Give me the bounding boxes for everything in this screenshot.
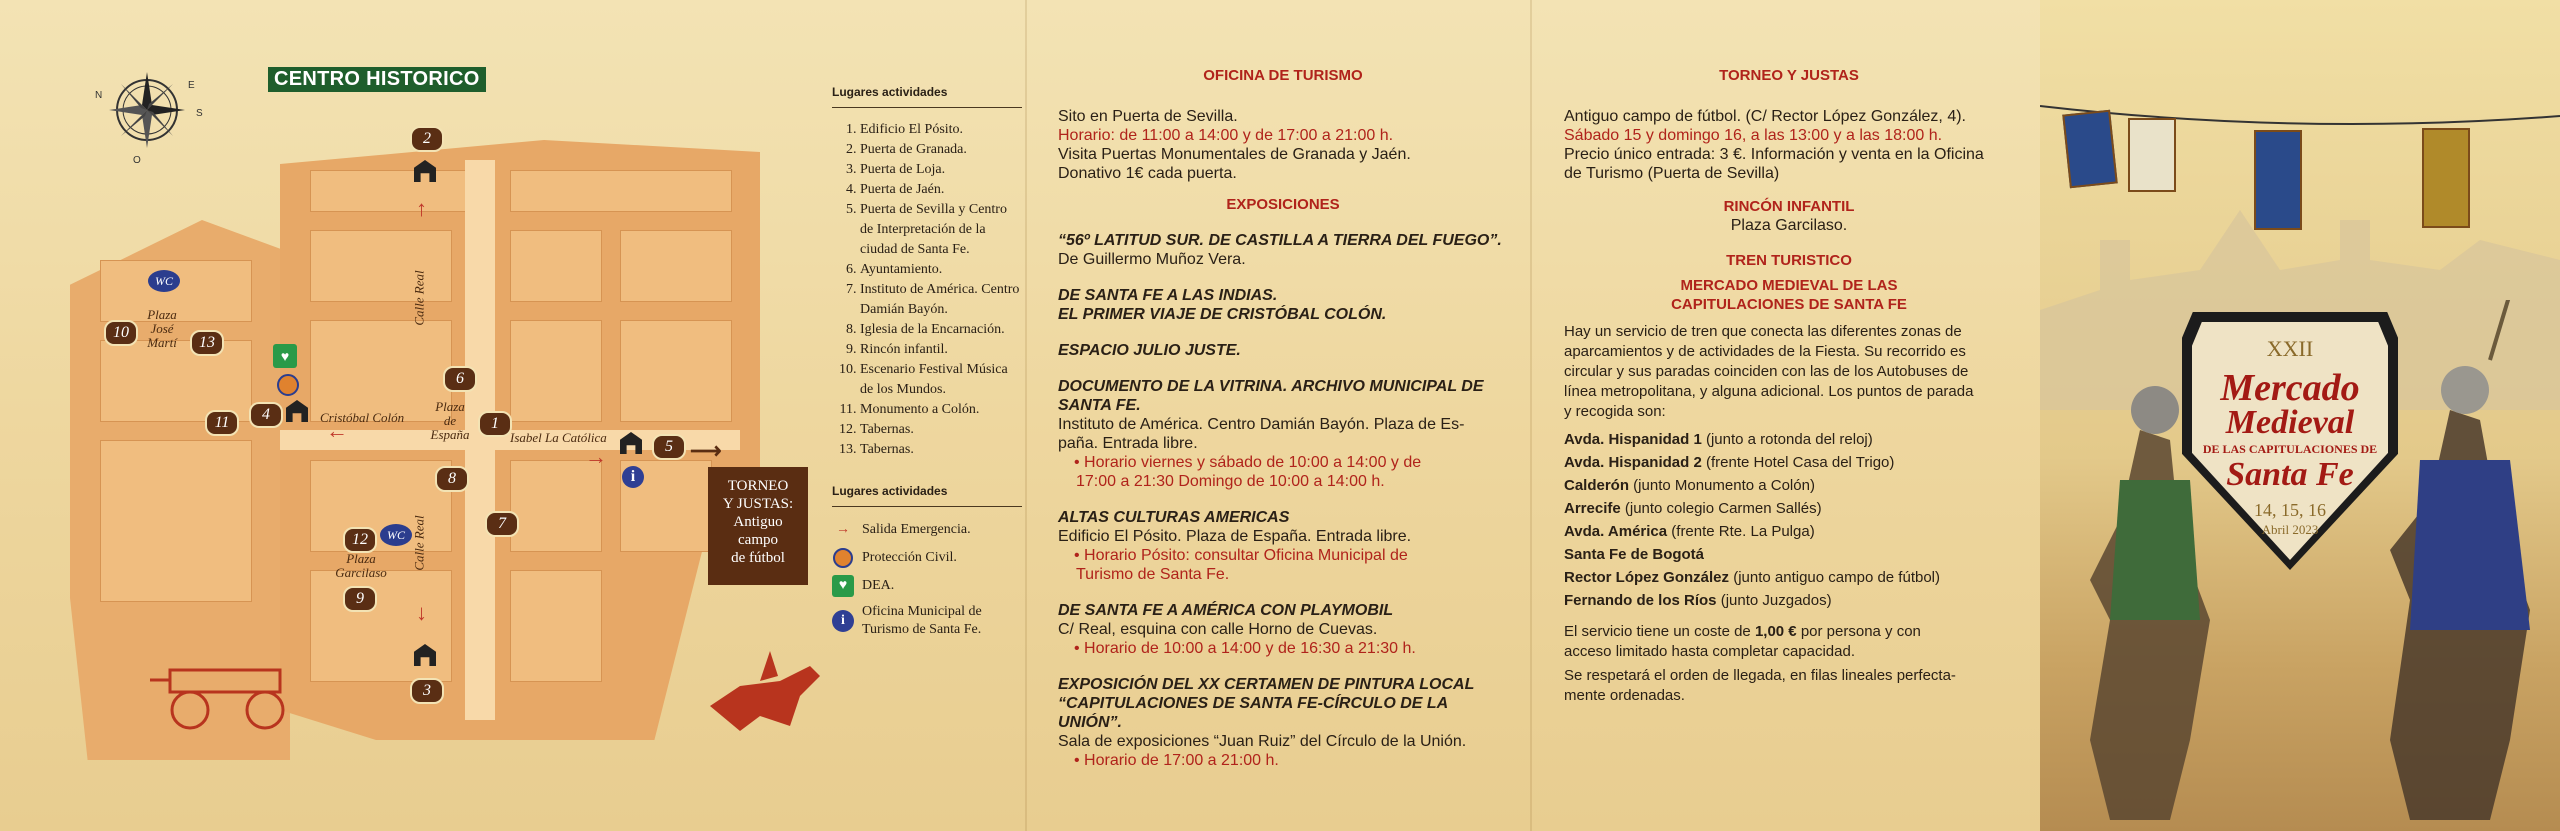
section-title-mercado: MERCADO MEDIEVAL DE LAS [1680, 277, 1898, 294]
dea-icon: ♥ [832, 575, 854, 597]
cover-title-line2: Medieval [2225, 404, 2355, 441]
emergency-arrow-icon: → [585, 444, 607, 469]
legend-symbol-civil [832, 547, 1022, 569]
rider-illustration [700, 636, 830, 746]
legend-symbol-info [832, 603, 1022, 639]
tren-description: línea metropolitana, y alguna adicional. Los puntos de parada [1564, 383, 1974, 400]
tren-cost-text: por persona y con [1796, 623, 1921, 640]
oficina-location: Sito en Puerta de Sevilla. [1058, 108, 1238, 125]
expo-7-title: EXPOSICIÓN DEL XX CERTAMEN DE PINTURA LOCAL [1058, 676, 1475, 693]
legend-item-8: 8. Iglesia de la Encarnación. [860, 320, 1022, 340]
torneo-price: Precio único entrada: 3 €. Información y venta en la Oficina [1564, 146, 1984, 163]
info-column-exhibitions [1058, 66, 1508, 770]
expo-7-title: “CAPITULACIONES DE SANTA FE-CÍRCULO DE LA UNIÓN”. [1058, 695, 1448, 731]
tren-order: Se respetará el orden de llegada, en filas lineales perfecta- [1564, 667, 1956, 684]
expo-2-title: DE SANTA FE A LAS INDIAS. [1058, 287, 1278, 304]
section-title-torneo: TORNEO Y JUSTAS [1719, 67, 1859, 84]
expo-7-text: Sala de exposiciones “Juan Ruiz” del Círculo de la Unión. [1058, 733, 1467, 750]
cover-dates: 14, 15, 16 [2254, 500, 2326, 520]
direction-arrow-icon: ⟶ [690, 438, 722, 463]
section-title-oficina: OFICINA DE TURISMO [1203, 67, 1363, 84]
tren-cost-text: El servicio tiene un coste de [1564, 623, 1755, 640]
legend-symbol-label: Oficina Municipal de Turismo de Santa Fe. [862, 604, 982, 637]
compass-n: N [95, 90, 103, 101]
expo-5-hours: • Horario Pósito: consultar Oficina Municipal de [1074, 547, 1408, 564]
stop-name: Avda. Hispanidad 1 [1564, 431, 1702, 448]
torneo-price: de Turismo (Puerta de Sevilla) [1564, 165, 1780, 182]
map-marker-13[interactable]: 13 [190, 330, 224, 356]
map-legend [832, 85, 1022, 645]
info-column-activities [1564, 66, 2014, 706]
expo-6-hours: • Horario de 10:00 a 14:00 y de 16:30 a 21:30 h. [1074, 640, 1416, 657]
tren-stop [1564, 451, 2014, 474]
torneo-schedule: Sábado 15 y domingo 16, a las 13:00 y a las 18:00 h. [1564, 127, 1943, 144]
expo-6-title: DE SANTA FE A AMÉRICA CON PLAYMOBIL [1058, 602, 1394, 619]
tren-order: mente ordenadas. [1564, 687, 1685, 704]
legend-item-6: 6. Ayuntamiento. [860, 260, 1022, 280]
expo-5-title: ALTAS CULTURAS AMERICAS [1058, 509, 1290, 526]
map-block [620, 320, 732, 422]
info-icon: i [832, 610, 854, 632]
map-marker-4[interactable]: 4 [249, 402, 283, 428]
expo-6-text: C/ Real, esquina con calle Horno de Cuevas. [1058, 621, 1378, 638]
pennant-icon [2128, 118, 2176, 192]
oficina-visits: Visita Puertas Monumentales de Granada y Jaén. [1058, 146, 1411, 163]
tren-cost [1564, 622, 2014, 642]
emergency-arrow-icon: ← [326, 418, 348, 443]
tren-stop [1564, 520, 2014, 543]
compass-o: O [133, 155, 141, 166]
tren-stop [1564, 428, 2014, 451]
stop-name: Avda. América [1564, 523, 1668, 540]
stop-detail: (junto Monumento a Colón) [1629, 477, 1815, 494]
map-block [510, 320, 602, 422]
map-marker-3[interactable]: 3 [410, 678, 444, 704]
legend-item-4: 4. Puerta de Jaén. [860, 180, 1022, 200]
legend-item-13: 13. Tabernas. [860, 440, 1022, 460]
info-icon[interactable]: i [622, 466, 644, 488]
tren-capacity: acceso limitado hasta completar capacidad. [1564, 643, 1855, 660]
stop-name: Santa Fe de Bogotá [1564, 546, 1705, 563]
expo-4-hours: • Horario viernes y sábado de 10:00 a 14:00 y de [1074, 454, 1422, 471]
expo-1-text: De Guillermo Muñoz Vera. [1058, 251, 1246, 268]
expo-1-title: “56º LATITUD SUR. DE CASTILLA A TIERRA DEL FUEGO”. [1058, 232, 1502, 249]
legend-symbols-title: Lugares actividades [832, 484, 948, 498]
expo-4-title: DOCUMENTO DE LA VITRINA. ARCHIVO MUNICIPAL DE SANTA FE. [1058, 378, 1484, 414]
stop-detail: (frente Hotel Casa del Trigo) [1701, 454, 1895, 471]
expo-4-text: paña. Entrada libre. [1058, 435, 1198, 452]
legend-item-3: 3. Puerta de Loja. [860, 160, 1022, 180]
map-block [510, 460, 602, 552]
tren-stop [1564, 543, 2014, 566]
emergency-arrow-icon: ↑ [416, 196, 427, 221]
legend-symbol-label: DEA. [862, 578, 895, 593]
wc-icon: WC [148, 270, 180, 292]
emergency-arrow-icon: ↓ [416, 600, 427, 625]
legend-item-5: 5. Puerta de Sevilla y Centro de Interpretación de la ciudad de Santa Fe. [860, 200, 1022, 260]
street-label-real: Calle Real [411, 270, 427, 326]
cover-month: Abril 2023 [2261, 522, 2319, 537]
map-block [100, 440, 252, 602]
map-block [510, 170, 732, 212]
stop-name: Fernando de los Ríos [1564, 592, 1717, 609]
section-title-mercado: CAPITULACIONES DE SANTA FE [1671, 296, 1907, 313]
stop-name: Arrecife [1564, 500, 1621, 517]
street-label-isabel: Isabel La Católica [510, 430, 607, 445]
fold-line [1530, 0, 1532, 831]
tren-stop [1564, 589, 2014, 612]
tren-stop [1564, 566, 2014, 589]
stop-detail: (frente Rte. La Pulga) [1667, 523, 1815, 540]
place-espana: Plaza de España [430, 399, 470, 442]
pennant-icon [2062, 110, 2117, 189]
map-marker-12[interactable]: 12 [343, 527, 377, 553]
map-marker-10[interactable]: 10 [104, 320, 138, 346]
legend-title: Lugares actividades [832, 85, 948, 99]
tren-description: aparcamientos y de actividades de la Fiesta. Su recorrido es [1564, 343, 1966, 360]
fold-line [1025, 0, 1027, 831]
map-marker-11[interactable]: 11 [205, 410, 239, 436]
legend-symbol-emergency [832, 519, 1022, 541]
torneo-location-box: TORNEO Y JUSTAS: Antiguo campo de fútbol [708, 467, 808, 585]
tren-description: Hay un servicio de tren que conecta las diferentes zonas de [1564, 323, 1962, 340]
legend-symbol-label: Protección Civil. [862, 550, 957, 565]
stop-detail: (junto Juzgados) [1716, 592, 1832, 609]
legend-symbol-label: Salida Emergencia. [862, 522, 971, 537]
tren-stop [1564, 474, 2014, 497]
expo-7-hours: • Horario de 17:00 a 21:00 h. [1074, 752, 1279, 769]
expo-4-text: Instituto de América. Centro Damián Bayón. Plaza de Es- [1058, 416, 1465, 433]
torneo-location: Antiguo campo de fútbol. (C/ Rector López González, 4). [1564, 108, 1966, 125]
exit-arrow-icon: → [836, 522, 850, 537]
stop-detail: (junto colegio Carmen Sallés) [1620, 500, 1822, 517]
legend-item-7: 7. Instituto de América. Centro Damián Bayón. [860, 280, 1022, 320]
expo-5-hours: Turismo de Santa Fe. [1076, 566, 1230, 583]
map-marker-2[interactable]: 2 [410, 126, 444, 152]
legend-item-1: 1. Edificio El Pósito. [860, 120, 1022, 140]
expo-4-hours: 17:00 a 21:30 Domingo de 10:00 a 14:00 h. [1076, 473, 1385, 490]
oficina-hours: Horario: de 11:00 a 14:00 y de 17:00 a 21:00 h. [1058, 127, 1394, 144]
compass-s: S [196, 108, 203, 119]
legend-item-12: 12. Tabernas. [860, 420, 1022, 440]
map-marker-8[interactable]: 8 [435, 466, 469, 492]
wc-icon: WC [380, 524, 412, 546]
cover-title-line3: DE LAS CAPITULACIONES DE [2202, 442, 2378, 456]
legend-list [832, 120, 1022, 460]
rincon-location: Plaza Garcilaso. [1730, 217, 1848, 234]
expo-2-title: EL PRIMER VIAJE DE CRISTÓBAL COLÓN. [1058, 306, 1387, 323]
map-title: CENTRO HISTORICO [268, 67, 486, 92]
pennant-icon [2422, 128, 2470, 228]
stop-name: Rector López González [1564, 569, 1730, 586]
place-jose-marti: Plaza José Martí [147, 307, 177, 350]
cover-title-line1: Mercado [2220, 367, 2360, 409]
tren-cost-price: 1,00 € [1754, 623, 1797, 640]
legend-item-10: 10. Escenario Festival Música de los Mundos. [860, 360, 1022, 400]
stop-detail: (junto a rotonda del reloj) [1701, 431, 1873, 448]
map-marker-5[interactable]: 5 [652, 434, 686, 460]
divider [832, 107, 1022, 108]
map-marker-1[interactable]: 1 [478, 411, 512, 437]
expo-3-title: ESPACIO JULIO JUSTE. [1058, 342, 1241, 359]
cover-edition: XXII [2266, 336, 2314, 361]
tren-description: y recogida son: [1564, 403, 1666, 420]
map-marker-9[interactable]: 9 [343, 586, 377, 612]
legend-symbol-dea [832, 575, 1022, 597]
stop-detail: (junto antiguo campo de fútbol) [1729, 569, 1940, 586]
stop-name: Avda. Hispanidad 2 [1564, 454, 1702, 471]
place-garcilaso: Plaza Garcilaso [335, 551, 387, 580]
divider [832, 506, 1022, 507]
tren-stop [1564, 497, 2014, 520]
map-block [510, 570, 602, 682]
legend-item-9: 9. Rincón infantil. [860, 340, 1022, 360]
civil-protection-icon [832, 547, 854, 569]
cart-illustration [150, 650, 320, 740]
stop-name: Calderón [1564, 477, 1630, 494]
street-label-colon: Cristóbal Colón [320, 410, 405, 425]
map-marker-6[interactable]: 6 [443, 366, 477, 392]
oficina-donation: Donativo 1€ cada puerta. [1058, 165, 1237, 182]
tren-description: circular y sus paradas coinciden con las de los Autobuses de [1564, 363, 1969, 380]
compass-e: E [188, 80, 195, 91]
section-title-tren: TREN TURISTICO [1726, 252, 1852, 269]
map-block [510, 230, 602, 302]
map-marker-7[interactable]: 7 [485, 511, 519, 537]
legend-item-2: 2. Puerta de Granada. [860, 140, 1022, 160]
street-label-real: Calle Real [411, 515, 427, 571]
section-title-rincon: RINCÓN INFANTIL [1723, 198, 1855, 215]
pennant-icon [2254, 130, 2302, 230]
expo-5-text: Edificio El Pósito. Plaza de España. Entrada libre. [1058, 528, 1412, 545]
cover-title-line4: Santa Fe [2226, 456, 2354, 493]
map-block [620, 230, 732, 302]
dea-icon: ♥ [273, 344, 297, 368]
map-block [310, 230, 452, 302]
section-title-exposiciones: EXPOSICIONES [1226, 196, 1340, 213]
legend-item-11: 11. Monumento a Colón. [860, 400, 1022, 420]
civil-protection-icon [277, 374, 299, 396]
